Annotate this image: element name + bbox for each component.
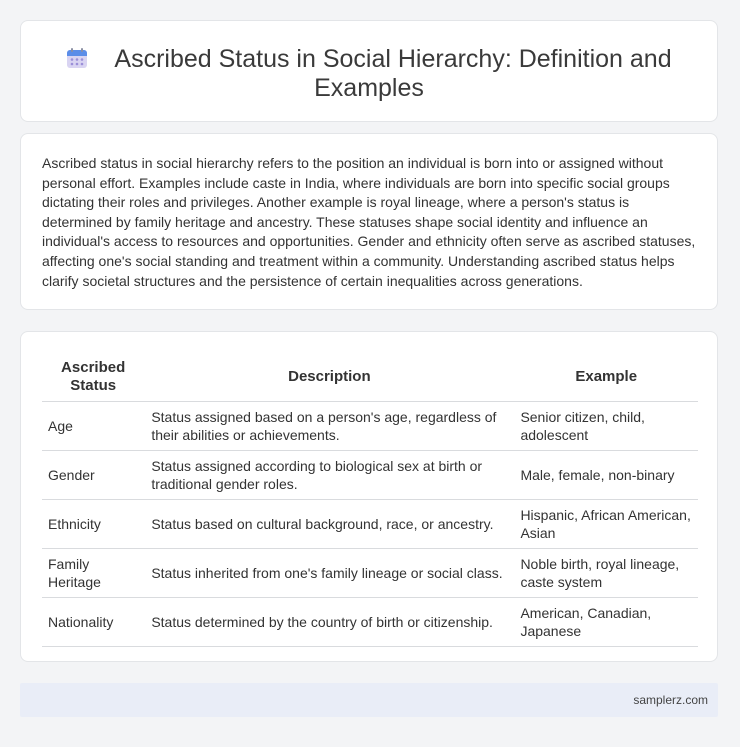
cell-example: American, Canadian, Japanese [514, 598, 698, 647]
cell-description: Status based on cultural background, race, or ancestry. [145, 500, 514, 549]
cell-description: Status inherited from one's family lineage or social class. [145, 549, 514, 598]
footer-site-link[interactable]: samplerz.com [633, 693, 708, 707]
header-example: Example [514, 353, 698, 402]
intro-card [20, 133, 718, 310]
table-row [42, 500, 698, 549]
intro-paragraph: Ascribed status in social hierarchy refers to the position an individual is born into or assigned without personal effort. Examples include caste in India, where individuals are born into specific social groups dictating their roles and privileges. Another example is royal lineage, where a person's status is determined by family heritage and ancestry. These statuses shape social identity and influence an individual's access to resources and opportunities. Gender and ethnicity often serve as ascribed statuses, affecting one's social standing and treatment within a community. Understanding ascribed status helps clarify societal structures and the persistence of certain inequalities across generations. [42, 155, 696, 289]
cell-status: Age [42, 402, 145, 451]
calendar-icon [66, 47, 88, 69]
page-title-row [21, 45, 717, 103]
table-row [42, 598, 698, 647]
footer-bar [20, 683, 718, 717]
cell-status: Gender [42, 451, 145, 500]
table-row [42, 402, 698, 451]
cell-status: Nationality [42, 598, 145, 647]
table-row [42, 549, 698, 598]
cell-status: Ethnicity [42, 500, 145, 549]
cell-description: Status assigned according to biological sex at birth or traditional gender roles. [145, 451, 514, 500]
header-card [20, 20, 718, 122]
status-table [42, 353, 698, 647]
cell-description: Status assigned based on a person's age, regardless of their abilities or achievements. [145, 402, 514, 451]
cell-example: Senior citizen, child, adolescent [514, 402, 698, 451]
table-row [42, 451, 698, 500]
page-title: Ascribed Status in Social Hierarchy: Definition and Examples [114, 45, 672, 102]
header-description: Description [145, 353, 514, 402]
cell-example: Male, female, non-binary [514, 451, 698, 500]
header-ascribed-status: Ascribed Status [42, 353, 145, 402]
cell-description: Status determined by the country of birth or citizenship. [145, 598, 514, 647]
table-card [20, 331, 718, 662]
table-header-row [42, 353, 698, 402]
cell-example: Noble birth, royal lineage, caste system [514, 549, 698, 598]
cell-status: Family Heritage [42, 549, 145, 598]
cell-example: Hispanic, African American, Asian [514, 500, 698, 549]
